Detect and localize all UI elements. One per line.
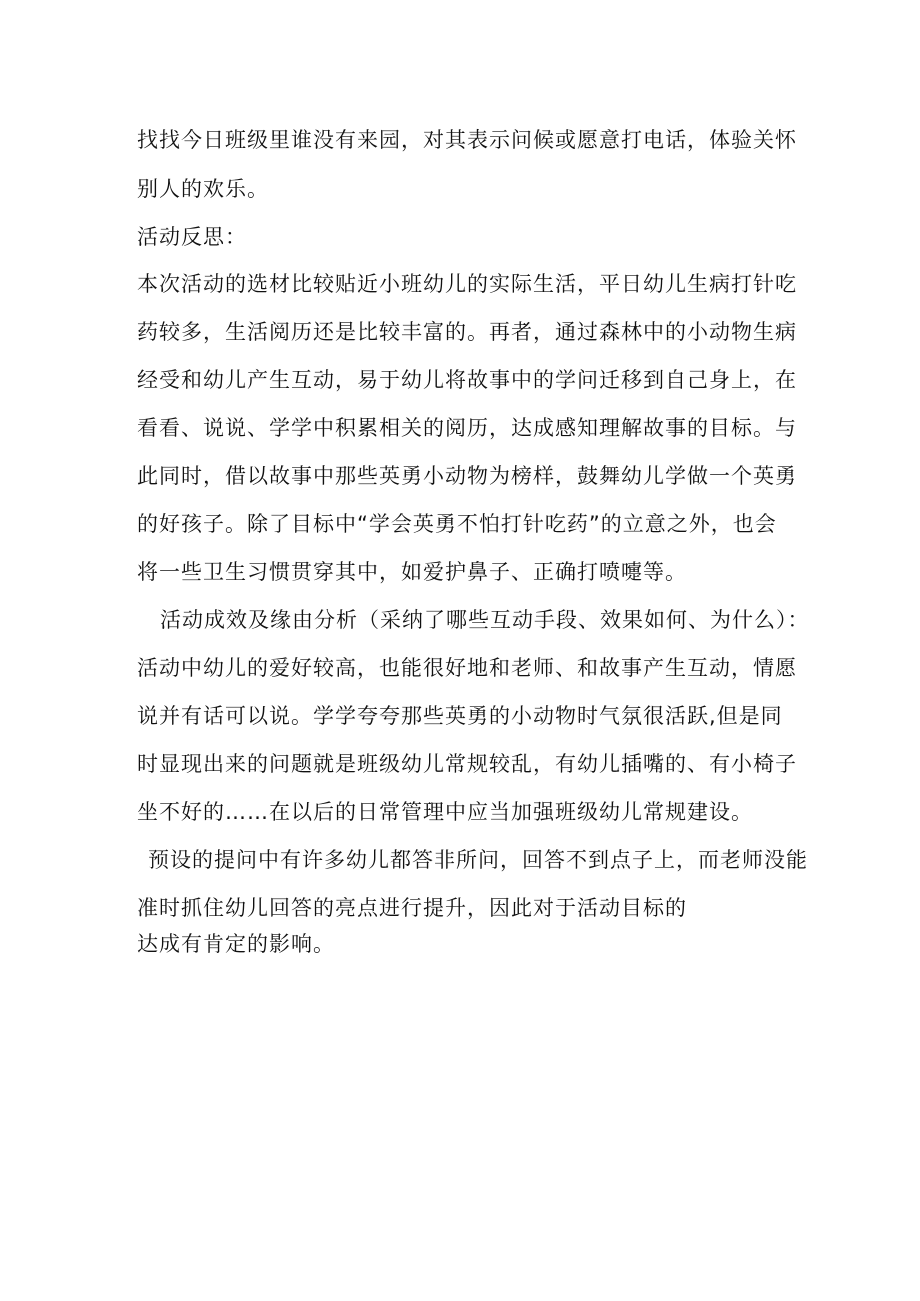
text-line: 找找今日班级里谁没有来园，对其表示问候或愿意打电话，体验关怀 bbox=[137, 128, 797, 152]
text-line: 说并有话可以说。学学夸夸那些英勇的小动物时气氛很活跃,但是同 bbox=[137, 704, 783, 728]
text-line: 时显现出来的问题就是班级幼儿常规较乱，有幼儿插嘴的、有小椅子 bbox=[137, 752, 797, 776]
text-line: 活动中幼儿的爱好较高，也能很好地和老师、和故事产生互动，情愿 bbox=[137, 656, 797, 680]
text-line: 经受和幼儿产生互动，易于幼儿将故事中的学问迁移到自己身上，在 bbox=[137, 368, 797, 392]
text-line: 达成有肯定的影响。 bbox=[137, 932, 335, 956]
text-line: 本次活动的选材比较贴近小班幼儿的实际生活，平日幼儿生病打针吃 bbox=[137, 272, 797, 296]
text-line: 准时抓住幼儿回答的亮点进行提升，因此对于活动目标的 bbox=[137, 896, 687, 920]
text-line: 药较多，生活阅历还是比较丰富的。再者，通过森林中的小动物生病 bbox=[137, 320, 797, 344]
text-line: 活动成效及缘由分析（采纳了哪些互动手段、效果如何、为什么）： bbox=[160, 608, 810, 632]
text-line: 坐不好的……在以后的日常管理中应当加强班级幼儿常规建设。 bbox=[137, 800, 753, 824]
text-line: 的好孩子。除了目标中“学会英勇不怕打针吃药”的立意之外，也会 bbox=[137, 512, 777, 536]
text-line: 将一些卫生习惯贯穿其中，如爱护鼻子、正确打喷嚏等。 bbox=[137, 560, 687, 584]
section-heading: 活动反思： bbox=[137, 225, 247, 249]
text-line: 看看、说说、学学中积累相关的阅历，达成感知理解故事的目标。与 bbox=[137, 416, 797, 440]
text-line: 此同时，借以故事中那些英勇小动物为榜样，鼓舞幼儿学做一个英勇 bbox=[137, 464, 797, 488]
text-line: 预设的提问中有许多幼儿都答非所问，回答不到点子上，而老师没能 bbox=[148, 848, 808, 872]
text-line: 别人的欢乐。 bbox=[137, 177, 269, 201]
